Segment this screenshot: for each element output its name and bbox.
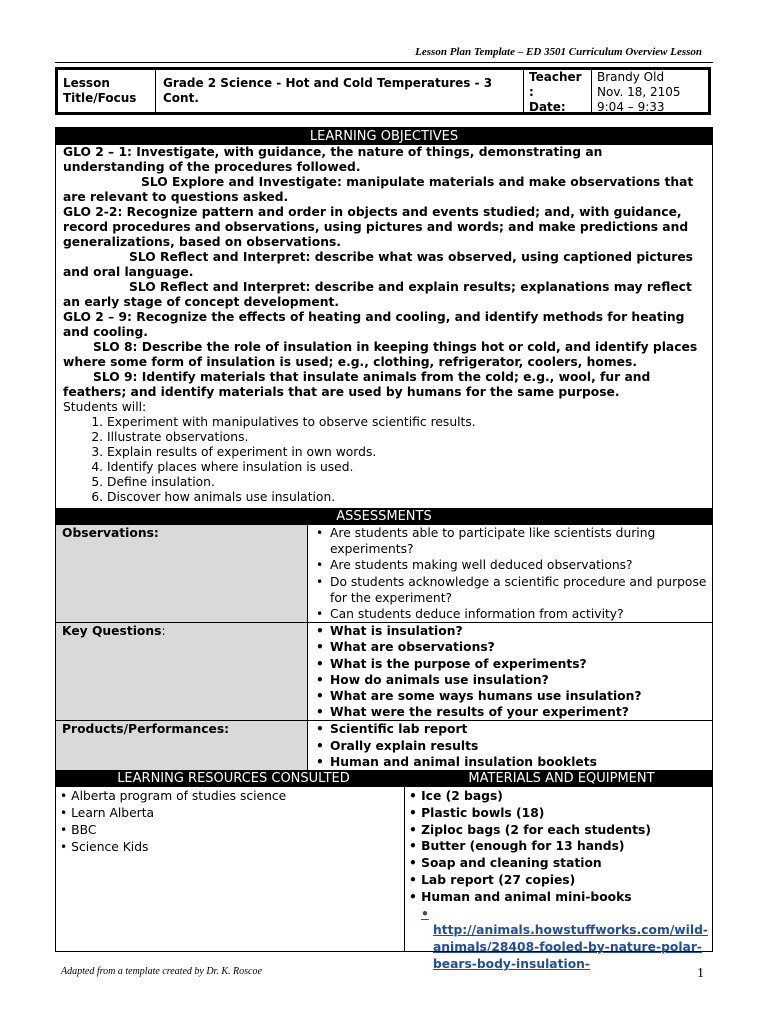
material-item: • Ziploc bags (2 for each students) [408,822,651,837]
key-questions-label-cell [56,623,308,720]
key-questions-row [56,622,712,720]
resource-item: • BBC [60,823,97,838]
key-question-item: • What were the results of your experiment? [330,704,708,720]
lesson-title-label: Lesson Title/Focus [58,70,156,112]
material-item: • Ice (2 bags) [408,789,503,804]
material-item: • Butter (enough for 13 hands) [408,839,625,854]
product-item: • Orally explain results [330,738,708,754]
outcome-item: 3. Explain results of experiment in own words. [107,445,706,460]
observations-list [312,525,708,622]
material-item: • Human and animal mini-books [408,889,632,904]
date-label: Date: [529,100,566,114]
students-will-label: Students will: [63,400,147,414]
resource-item: • Learn Alberta [60,806,155,821]
outcomes-list [63,415,706,505]
objective-line: SLO Explore and Investigate: manipulate materials and make observations that are relevant to questions asked. [63,175,694,204]
resource-item: • Science Kids [60,840,149,855]
key-question-item: • What is insulation? [330,623,708,639]
objective-line: SLO Reflect and Interpret: describe and explain results; explanations may reflect an early stage of concept development. [63,280,692,309]
materials-list [409,788,708,906]
observation-item: • Can students deduce information from activity? [330,606,708,622]
learning-objectives-heading: LEARNING OBJECTIVES [56,128,712,145]
objective-line: SLO 8: Describe the role of insulation in keeping things hot or cold, and identify places where some form of insulation is used; e.g., clothing, refrigerator, coolers, homes. [63,340,698,369]
objective-line: SLO 9: Identify materials that insulate animals from the cold; e.g., wool, fur and feathers; and identify materials that are used by humans for the same purpose. [63,370,651,399]
resources-heading: LEARNING RESOURCES CONSULTED [117,771,350,787]
lesson-title-value: Grade 2 Science - Hot and Cold Temperatures - 3 Cont. [156,70,524,112]
key-questions-colon: : [161,624,166,639]
observations-row [56,525,712,622]
resource-item: • Alberta program of studies science [60,789,287,804]
key-question-item: • What is the purpose of experiments? [330,656,708,672]
teacher-name: Brandy Old [597,70,665,84]
resources-materials-heading [56,770,712,787]
key-question-item: • What are observations? [330,639,708,655]
key-question-item: • How do animals use insulation? [330,672,708,688]
materials-heading: MATERIALS AND EQUIPMENT [468,771,655,787]
objective-line: GLO 2-2: Recognize pattern and order in objects and events studied; and, with guidance, record procedures and observations, using pictures and words; and make predictions and generalizations, based on observations. [63,205,689,249]
teacher-date-values [592,70,708,112]
observations-label: Observations: [56,525,308,622]
page-number: 1 [697,966,704,981]
material-item: • Soap and cleaning station [408,856,602,871]
outcome-item: 4. Identify places where insulation is used. [107,460,706,475]
outcome-item: 2. Illustrate observations. [107,430,706,445]
material-item: • Lab report (27 copies) [408,873,576,888]
objective-line: GLO 2 – 9: Recognize the effects of heating and cooling, and identify methods for heating and cooling. [63,310,685,339]
products-list [312,721,708,770]
objective-line: GLO 2 – 1: Investigate, with guidance, the nature of things, demonstrating an understanding of the procedures followed. [63,145,603,174]
products-label: Products/Performances: [56,721,308,770]
objective-line: SLO Reflect and Interpret: describe what was observed, using captioned pictures and oral language. [63,250,693,279]
learning-objectives-section [56,145,712,508]
lesson-time: 9:04 – 9:33 [597,100,665,114]
product-item: • Scientific lab report [330,721,708,737]
key-question-item: • What are some ways humans use insulation? [330,688,708,704]
teacher-label: Teacher : [529,70,582,99]
teacher-date-labels [524,70,592,112]
lesson-title-box [55,67,711,115]
lesson-date: Nov. 18, 2105 [597,85,681,99]
observation-item: • Are students able to participate like scientists during experiments? [330,525,708,557]
key-questions-list [312,623,708,720]
observation-item: • Do students acknowledge a scientific procedure and purpose for the experiment? [330,574,708,606]
materials-column [405,787,712,972]
products-row [56,720,712,770]
outcome-item: 5. Define insulation. [107,475,706,490]
objective-lines [63,145,706,400]
material-item: • Plastic bowls (18) [408,805,545,820]
document-header-title: Lesson Plan Template – ED 3501 Curriculum Overview Lesson [415,46,702,58]
outcome-item: 1. Experiment with manipulatives to observe scientific results. [107,415,706,430]
polar-bear-article-link[interactable]: • http://animals.howstuffworks.com/wild-animals/28408-fooled-by-nature-polar-bears-body-insulation- [420,906,709,972]
outcome-item: 6. Discover how animals use insulation. [107,490,706,505]
resources-list [56,787,405,951]
footer-credit: Adapted from a template created by Dr. K. Roscoe [61,966,262,977]
observation-item: • Are students making well deduced observations? [330,557,708,573]
assessments-heading: ASSESSMENTS [56,508,712,525]
product-item: • Human and animal insulation booklets [330,754,708,770]
header-rule [55,62,713,63]
key-questions-label: Key Questions [62,624,162,639]
